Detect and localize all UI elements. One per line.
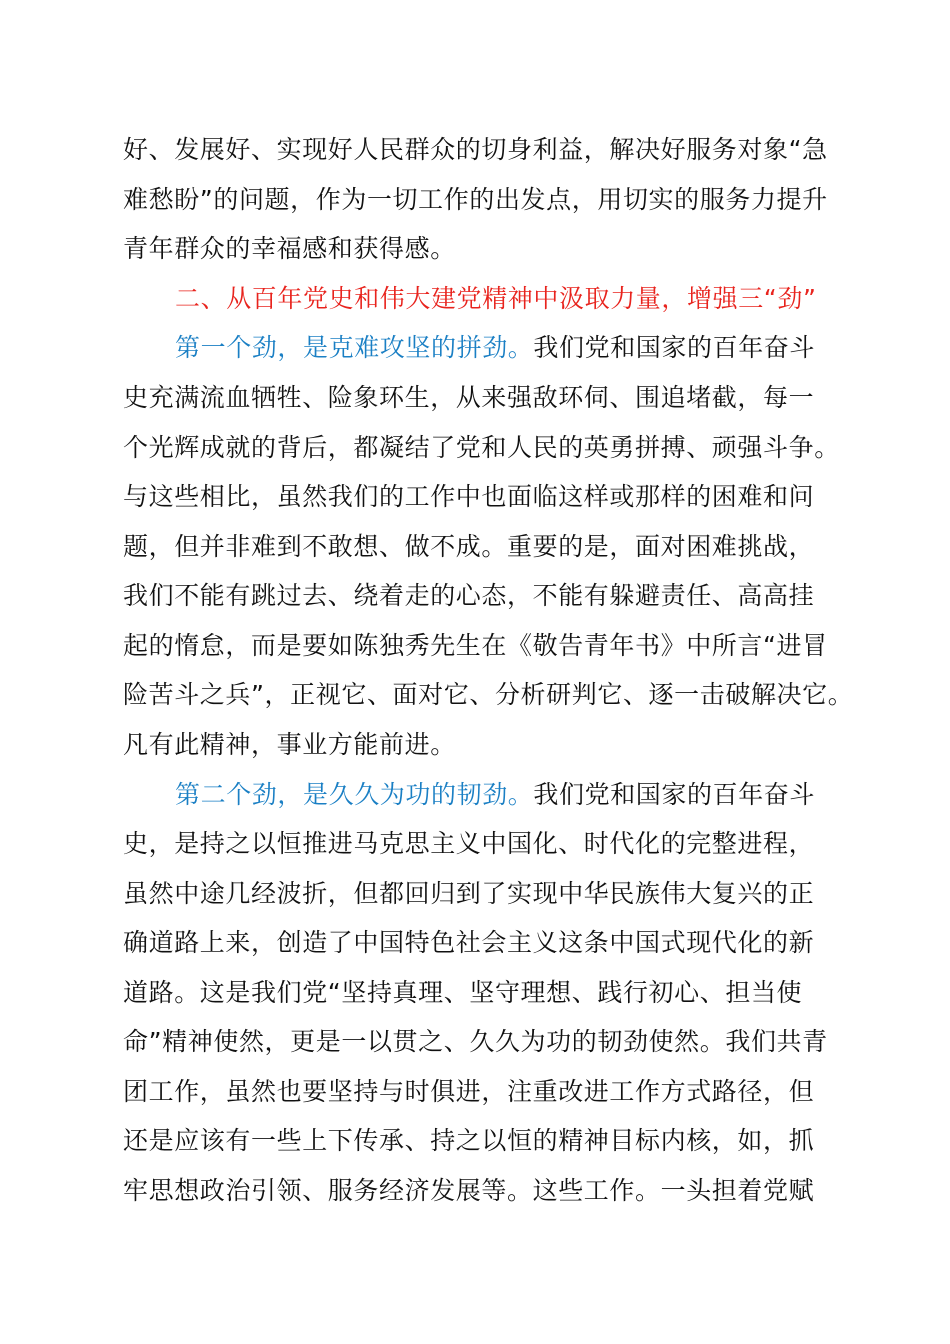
paragraph-2-line-6: 我们不能有跳过去、绕着走的心态，不能有躲避责任、高高挂	[123, 581, 815, 610]
paragraph-3-line-6: 命”精神使然，更是一以贯之、久久为功的韧劲使然。我们共青	[123, 1027, 828, 1056]
section-heading: 二、从百年党史和伟大建党精神中汲取力量，增强三“劲”	[175, 284, 817, 313]
paragraph-3-line-2: 史，是持之以恒推进马克思主义中国化、时代化的完整进程，	[123, 829, 815, 858]
paragraph-3-line-1	[175, 775, 815, 815]
paragraph-3-line-9: 牢思想政治引领、服务经济发展等。这些工作。一头担着党赋	[123, 1176, 815, 1205]
paragraph-1-line-1: 好、发展好、实现好人民群众的切身利益，解决好服务对象“急	[123, 135, 828, 164]
paragraph-3-line-4: 确道路上来，创造了中国特色社会主义这条中国式现代化的新	[123, 928, 815, 957]
paragraph-2-line-8: 险苦斗之兵”，正视它、面对它、分析研判它、逐一击破解决它。	[123, 680, 854, 709]
paragraph-2-line-9: 凡有此精神，事业方能前进。	[123, 730, 456, 759]
paragraph-2-lead: 第一个劲，是克难攻坚的拼劲。	[175, 333, 534, 362]
paragraph-1-line-3: 青年群众的幸福感和获得感。	[123, 234, 456, 263]
paragraph-3-line-3: 虽然中途几经波折，但都回归到了实现中华民族伟大复兴的正	[123, 879, 815, 908]
paragraph-3-line-7: 团工作，虽然也要坚持与时俱进，注重改进工作方式路径，但	[123, 1077, 815, 1106]
paragraph-2-line-1	[175, 328, 815, 368]
paragraph-3-line-8: 还是应该有一些上下传承、持之以恒的精神目标内核，如，抓	[123, 1126, 815, 1155]
paragraph-3-first-line-rest: 我们党和国家的百年奋斗	[533, 780, 816, 809]
paragraph-2-line-3: 个光辉成就的背后，都凝结了党和人民的英勇拼搏、顽强斗争。	[123, 433, 840, 462]
paragraph-2-first-line-rest: 我们党和国家的百年奋斗	[533, 333, 816, 362]
paragraph-2-line-7: 起的惰怠，而是要如陈独秀先生在《敬告青年书》中所言“进冒	[123, 631, 828, 660]
paragraph-2-line-2: 史充满流血牺牲、险象环生，从来强敌环伺、围追堵截，每一	[123, 383, 815, 412]
paragraph-3-lead: 第二个劲，是久久为功的韧劲。	[175, 780, 534, 809]
paragraph-2-line-5: 题，但并非难到不敢想、做不成。重要的是，面对困难挑战，	[123, 532, 815, 561]
paragraph-3-line-5: 道路。这是我们党“坚持真理、坚守理想、践行初心、担当使	[123, 978, 803, 1007]
paragraph-2-line-4: 与这些相比，虽然我们的工作中也面临这样或那样的困难和问	[123, 482, 815, 511]
paragraph-1-line-2: 难愁盼”的问题，作为一切工作的出发点，用切实的服务力提升	[123, 185, 828, 214]
